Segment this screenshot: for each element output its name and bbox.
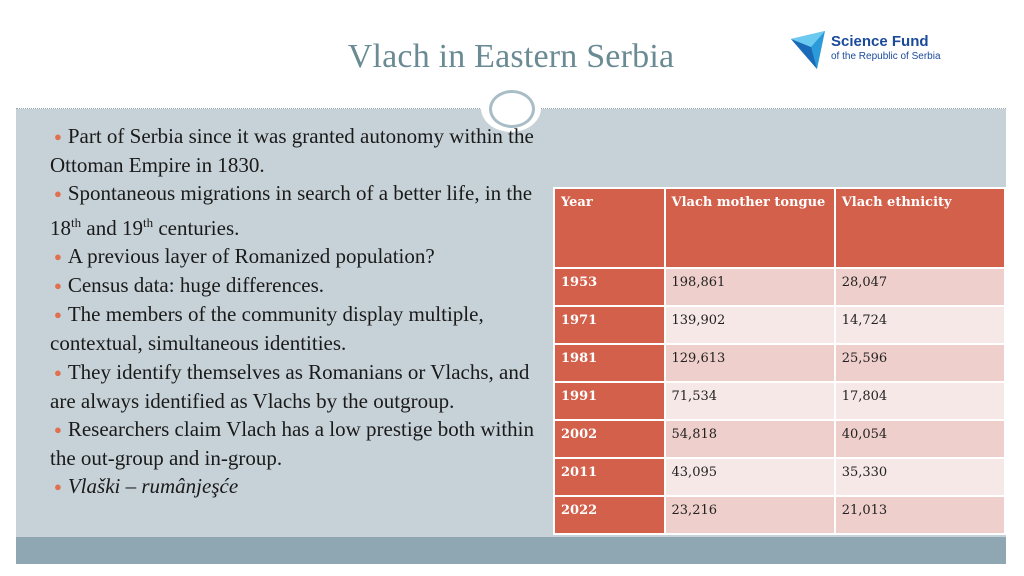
- bullet-icon: ●: [54, 186, 62, 202]
- bullet-icon: ●: [54, 129, 62, 144]
- bullet-icon: ●: [54, 422, 62, 438]
- ethnicity-cell: 14,724: [835, 306, 1005, 344]
- mother-tongue-cell: 43,095: [665, 458, 835, 496]
- page-title: Vlach in Eastern Serbia: [347, 38, 675, 75]
- mother-tongue-cell: 71,534: [665, 382, 835, 420]
- table-row: [554, 306, 1005, 344]
- logo-title: Science Fund: [831, 33, 929, 50]
- table-header-row: [554, 188, 1005, 268]
- bullet-icon: ●: [54, 364, 62, 380]
- bullet-item: ● They identify themselves as Romanians or Vlachs, and are always identified as Vlachs by the outgroup.: [50, 359, 530, 413]
- bullet-item: ● Vlaški – rumânjeşće: [54, 474, 239, 499]
- bullet-icon: ●: [54, 479, 62, 495]
- bullet-icon: ●: [54, 278, 62, 294]
- bullet-item: ● A previous layer of Romanized population?: [54, 243, 435, 268]
- mother-tongue-cell: 23,216: [665, 496, 835, 534]
- year-cell: 1953: [554, 268, 665, 306]
- ethnicity-cell: 28,047: [835, 268, 1005, 306]
- bullet-item: ● Spontaneous migrations in search of a better life, in the 18th and 19th centuries.: [50, 181, 533, 240]
- year-cell: 2011: [554, 458, 665, 496]
- mother-tongue-cell: 198,861: [665, 268, 835, 306]
- bullet-item: ● The members of the community display multiple, contextual, simultaneous identities.: [50, 302, 484, 356]
- column-header-year: Year: [554, 188, 665, 268]
- year-cell: 2002: [554, 420, 665, 458]
- table-row: [554, 420, 1005, 458]
- year-cell: 1991: [554, 382, 665, 420]
- bullet-list: [50, 122, 540, 502]
- bullet-icon: ●: [54, 248, 62, 264]
- logo-subtitle: of the Republic of Serbia: [831, 51, 941, 62]
- census-table: [553, 187, 1006, 535]
- footer-band: [16, 537, 1006, 564]
- year-cell: 1971: [554, 306, 665, 344]
- ethnicity-cell: 25,596: [835, 344, 1005, 382]
- science-fund-logo: [789, 29, 959, 75]
- table-row: [554, 458, 1005, 496]
- bullet-item: ● Part of Serbia since it was granted autonomy within the Ottoman Empire in 1830.: [50, 124, 534, 178]
- table-row: [554, 268, 1005, 306]
- year-cell: 2022: [554, 496, 665, 534]
- column-header-ethnicity: Vlach ethnicity: [835, 188, 1005, 268]
- ethnicity-cell: 40,054: [835, 420, 1005, 458]
- year-cell: 1981: [554, 344, 665, 382]
- bullet-item: ● Census data: huge differences.: [54, 273, 325, 298]
- ethnicity-cell: 17,804: [835, 382, 1005, 420]
- table-row: [554, 496, 1005, 534]
- ethnicity-cell: 21,013: [835, 496, 1005, 534]
- science-fund-logo-icon: [789, 29, 829, 71]
- bullet-item: ● Researchers claim Vlach has a low prestige both within the out-group and in-group.: [50, 417, 535, 471]
- table-row: [554, 344, 1005, 382]
- table-row: [554, 382, 1005, 420]
- column-header-mother-tongue: Vlach mother tongue: [665, 188, 835, 268]
- mother-tongue-cell: 139,902: [665, 306, 835, 344]
- ethnicity-cell: 35,330: [835, 458, 1005, 496]
- mother-tongue-cell: 129,613: [665, 344, 835, 382]
- bullet-icon: ●: [54, 307, 62, 323]
- mother-tongue-cell: 54,818: [665, 420, 835, 458]
- slide: [16, 12, 1006, 564]
